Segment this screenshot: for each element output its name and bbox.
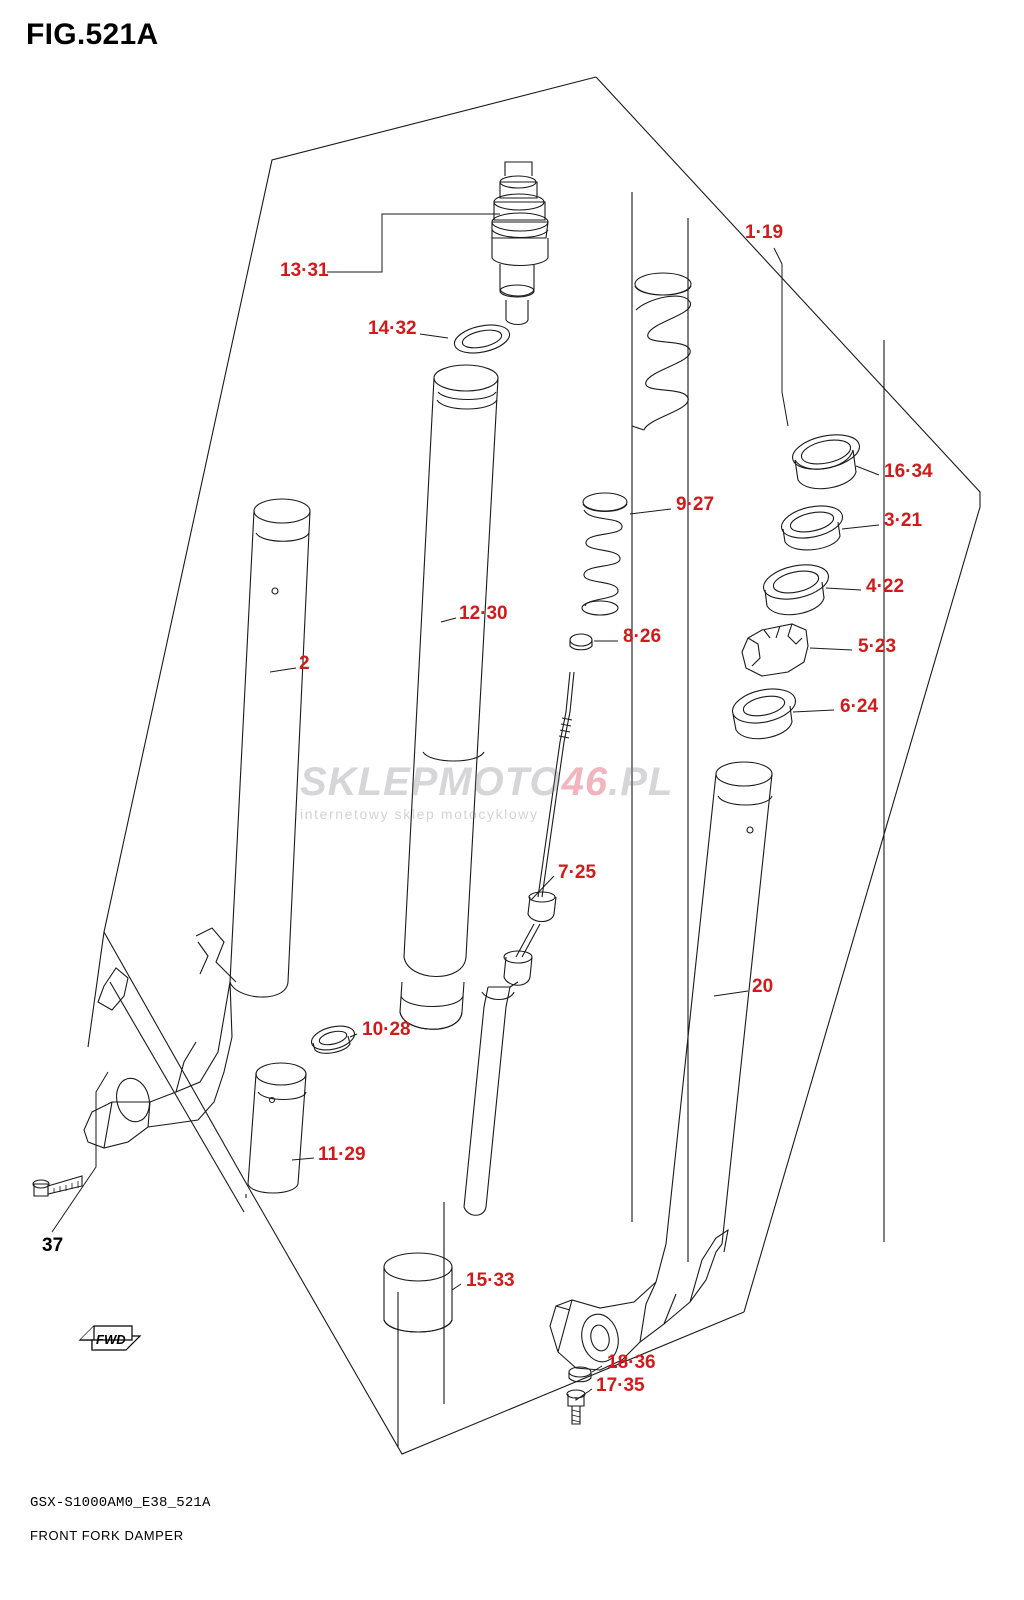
watermark-text-part2: .PL (608, 760, 674, 804)
callout-10-28: 10·28 (362, 1019, 411, 1040)
part-15-33-spacer (384, 1253, 452, 1332)
watermark-subtitle: internetowy sklep motocyklowy (300, 806, 539, 822)
callout-9-27: 9·27 (676, 494, 715, 515)
part-5-23-ring (742, 624, 808, 676)
part-12-30-inner-tube (400, 365, 498, 1029)
part-8-26-washer (570, 634, 592, 650)
part-3-21-oil-seal (779, 501, 846, 550)
part-14-32-o-ring (452, 320, 512, 357)
part-37-bolt (33, 1176, 82, 1196)
part-20-outer-tube (550, 762, 772, 1370)
footer-part-code: GSX-S1000AM0_E38_521A (30, 1495, 211, 1511)
callout-3-21: 3·21 (884, 510, 923, 531)
callout-6-24: 6·24 (840, 696, 879, 717)
part-10-28-bush (309, 1022, 357, 1054)
callout-16-34: 16·34 (884, 461, 933, 482)
fwd-label: FWD (96, 1332, 126, 1347)
leader-lines (52, 214, 879, 1400)
callout-18-36: 18·36 (607, 1352, 656, 1373)
diagram-canvas (0, 52, 1024, 1472)
callout-7-25: 7·25 (558, 862, 597, 883)
part-1-19-spring (632, 273, 691, 430)
callout-15-33: 15·33 (466, 1270, 515, 1291)
callout-11-29: 11·29 (318, 1144, 366, 1165)
callout-20: 20 (752, 976, 774, 997)
callout-37: 37 (42, 1235, 64, 1256)
watermark-text-accent: 46 (561, 760, 609, 804)
callout-2: 2 (299, 653, 310, 674)
callout-14-32: 14·32 (368, 318, 417, 339)
part-2-outer-tube (84, 499, 310, 1148)
callout-17-35: 17·35 (596, 1375, 645, 1396)
part-9-27-rebound-spring (582, 493, 627, 615)
callout-4-22: 4·22 (866, 576, 905, 597)
fwd-direction-icon (74, 1318, 148, 1366)
callout-8-26: 8·26 (623, 626, 662, 647)
part-11-29-tube (248, 1063, 306, 1193)
part-16-34-dust-seal (789, 429, 862, 488)
watermark-text-part1: SKLEPMOTO (300, 760, 562, 804)
callout-1-19: 1·19 (745, 222, 784, 243)
part-4-22-oil-seal (760, 559, 831, 614)
page-title: FIG.521A (26, 18, 159, 51)
part-6-24-oil-seal (729, 684, 798, 739)
footer-assembly-name: FRONT FORK DAMPER (30, 1528, 184, 1543)
callout-5-23: 5·23 (858, 636, 897, 657)
part-13-31-top-cap (492, 162, 548, 325)
parts-diagram (0, 52, 1024, 1472)
part-7-25-damper-rod (464, 672, 574, 1215)
callout-13-31: 13·31 (280, 260, 329, 281)
callout-12-30: 12·30 (459, 603, 508, 624)
